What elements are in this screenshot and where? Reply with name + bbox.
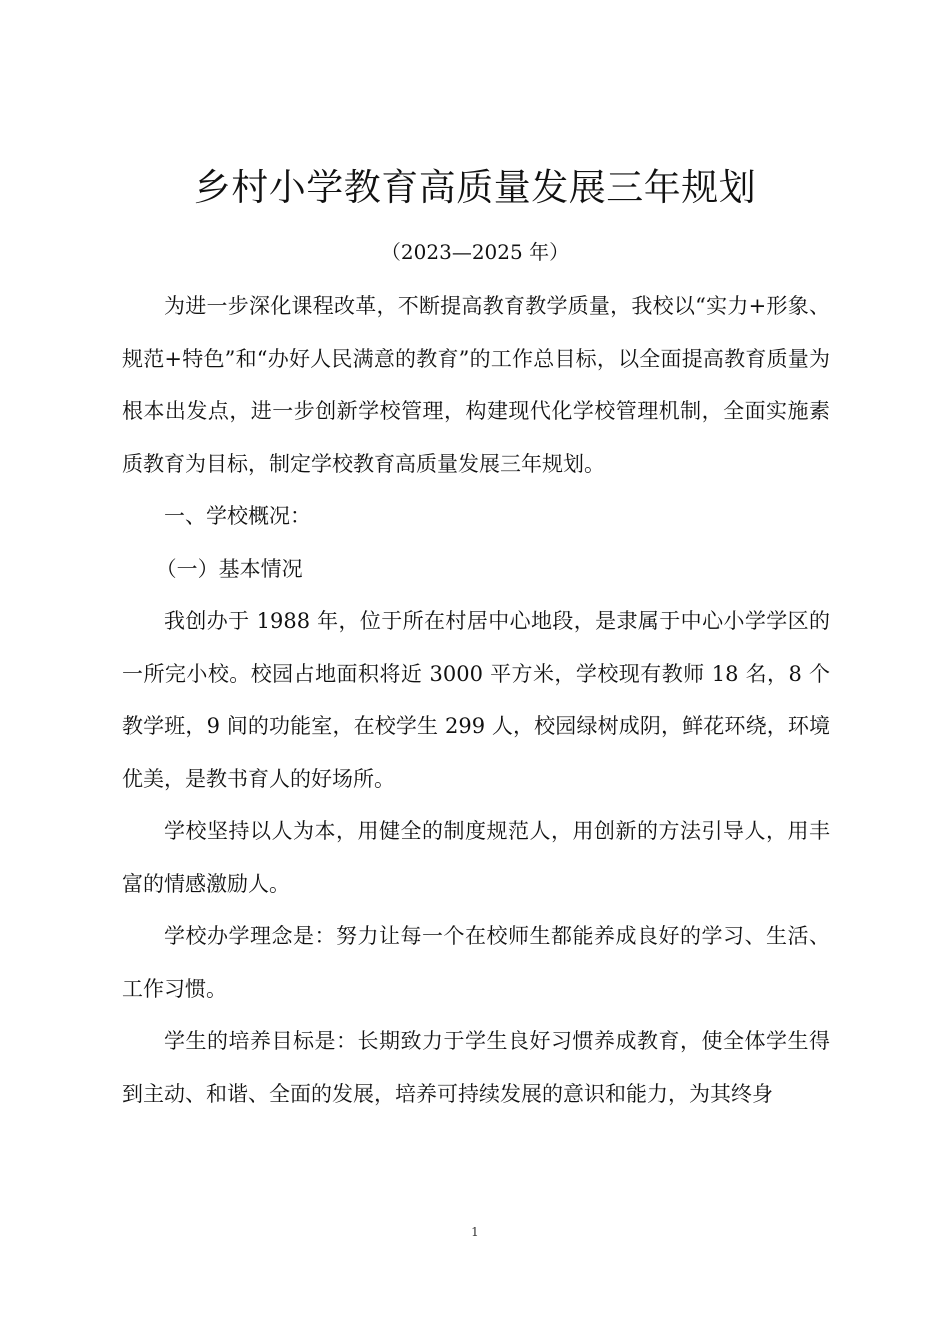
section-heading-school-overview: 一、学校概况： [164, 504, 311, 528]
page-number: 1 [471, 1225, 479, 1239]
intro-paragraph: 为进一步深化课程改革，不断提高教育教学质量，我校以“实力+形象、规范+特色”和“办好人民满意的教育”的工作总目标，以全面提高教育质量为根本出发点，进一步创新学校管理，构建现代化学校管理机制，全面实施素质教育为目标，制定学校教育高质量发展三年规划。 [122, 294, 830, 476]
document-title: 乡村小学教育高质量发展三年规划 [193, 166, 757, 209]
document-body [122, 280, 830, 1120]
school-principle-paragraph: 学校坚持以人为本，用健全的制度规范人，用创新的方法引导人，用丰富的情感激励人。 [122, 819, 830, 896]
basic-info-paragraph: 我创办于 1988 年，位于所在村居中心地段，是隶属于中心小学学区的一所完小校。校园占地面积将近 3000 平方米，学校现有教师 18 名，8 个教学班，9 间的功能室，在校学生 299 人，校园绿树成阴，鲜花环绕，环境优美，是教书育人的好场所。 [122, 609, 830, 791]
subsection-heading-basic-info: （一）基本情况 [155, 556, 303, 581]
school-philosophy-paragraph: 学校办学理念是：努力让每一个在校师生都能养成良好的学习、生活、工作习惯。 [122, 924, 830, 1001]
document-subtitle: （2023—2025 年） [380, 240, 570, 264]
training-goal-paragraph: 学生的培养目标是：长期致力于学生良好习惯养成教育，使全体学生得到主动、和谐、全面的发展，培养可持续发展的意识和能力，为其终身 [122, 1029, 830, 1106]
